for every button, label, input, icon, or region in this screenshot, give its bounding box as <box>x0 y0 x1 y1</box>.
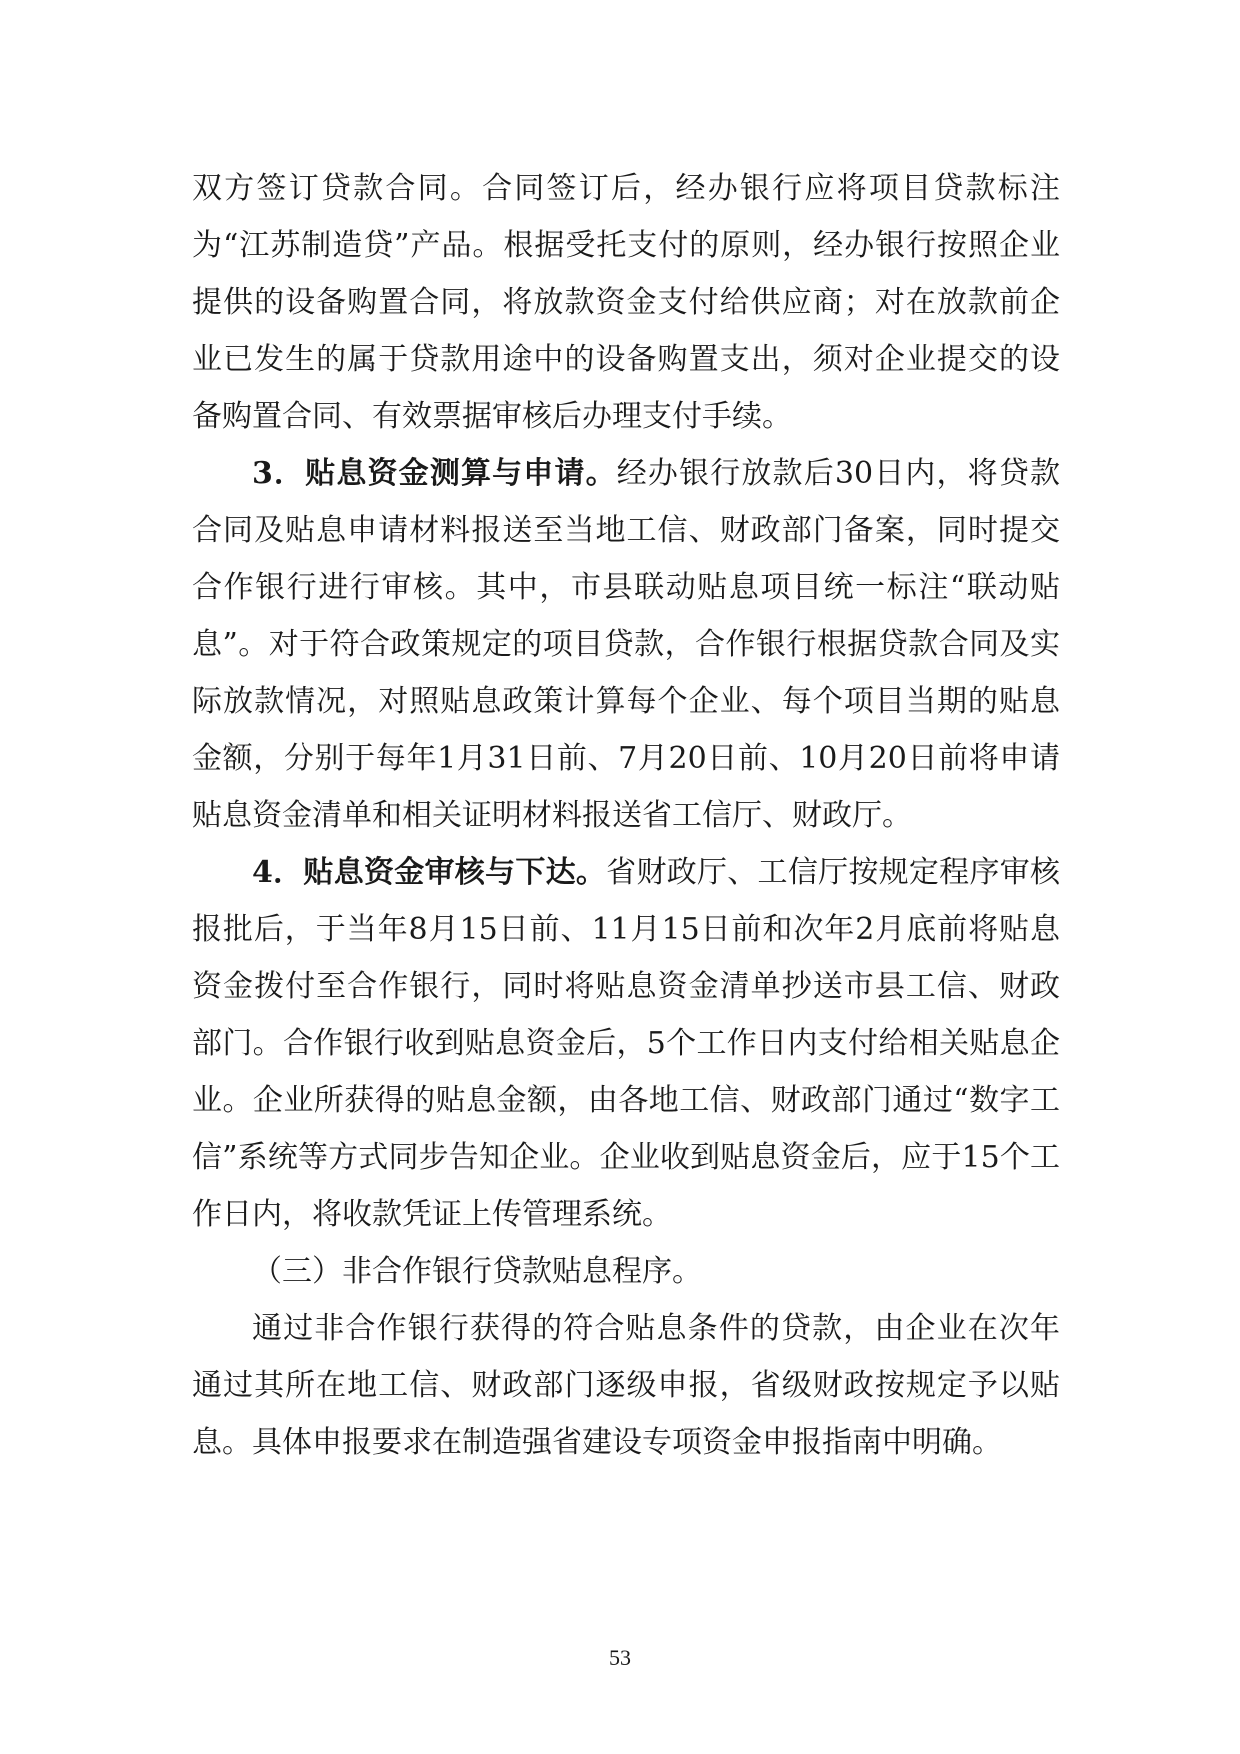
paragraph-interest-review <box>192 844 1060 1243</box>
paragraph-text: 双方签订贷款合同。合同签订后，经办银行应将项目贷款标注为“江苏制造贷”产品。根据受托支付的原则，经办银行按照企业提供的设备购置合同，将放款资金支付给供应商；对在放款前企业已发生的属于贷款用途中的设备购置支出，须对企业提交的设备购置合同、有效票据审核后办理支付手续。 <box>192 171 1060 434</box>
paragraph-text: 省财政厅、工信厅按规定程序审核报批后，于当年8月15日前、11月15日前和次年2月底前将贴息资金拨付至合作银行，同时将贴息资金清单抄送市县工信、财政部门。合作银行收到贴息资金后，5个工作日内支付给相关贴息企业。企业所获得的贴息金额，由各地工信、财政部门通过“数字工信”系统等方式同步告知企业。企业收到贴息资金后，应于15个工作日内，将收款凭证上传管理系统。 <box>192 855 1061 1232</box>
paragraph-heading: 4．贴息资金审核与下达。 <box>252 855 607 890</box>
section-heading-non-cooperative <box>192 1243 1060 1300</box>
page-number: 53 <box>609 1645 631 1670</box>
section-heading-text: （三）非合作银行贷款贴息程序。 <box>252 1254 702 1289</box>
paragraph-text: 经办银行放款后30日内，将贷款合同及贴息申请材料报送至当地工信、财政部门备案，同时提交合作银行进行审核。其中，市县联动贴息项目统一标注“联动贴息”。对于符合政策规定的项目贷款，合作银行根据贷款合同及实际放款情况，对照贴息政策计算每个企业、每个项目当期的贴息金额，分别于每年1月31日前、7月20日前、10月20日前将申请贴息资金清单和相关证明材料报送省工信厅、财政厅。 <box>192 456 1060 833</box>
paragraph-text: 通过非合作银行获得的符合贴息条件的贷款，由企业在次年通过其所在地工信、财政部门逐级申报，省级财政按规定予以贴息。具体申报要求在制造强省建设专项资金申报指南中明确。 <box>192 1311 1060 1460</box>
paragraph-non-cooperative-procedure <box>192 1300 1060 1471</box>
paragraph-interest-calculation <box>192 445 1060 844</box>
document-body <box>192 160 1060 1471</box>
paragraph-heading: 3．贴息资金测算与申请。 <box>252 456 617 491</box>
paragraph-loan-contract <box>192 160 1060 445</box>
